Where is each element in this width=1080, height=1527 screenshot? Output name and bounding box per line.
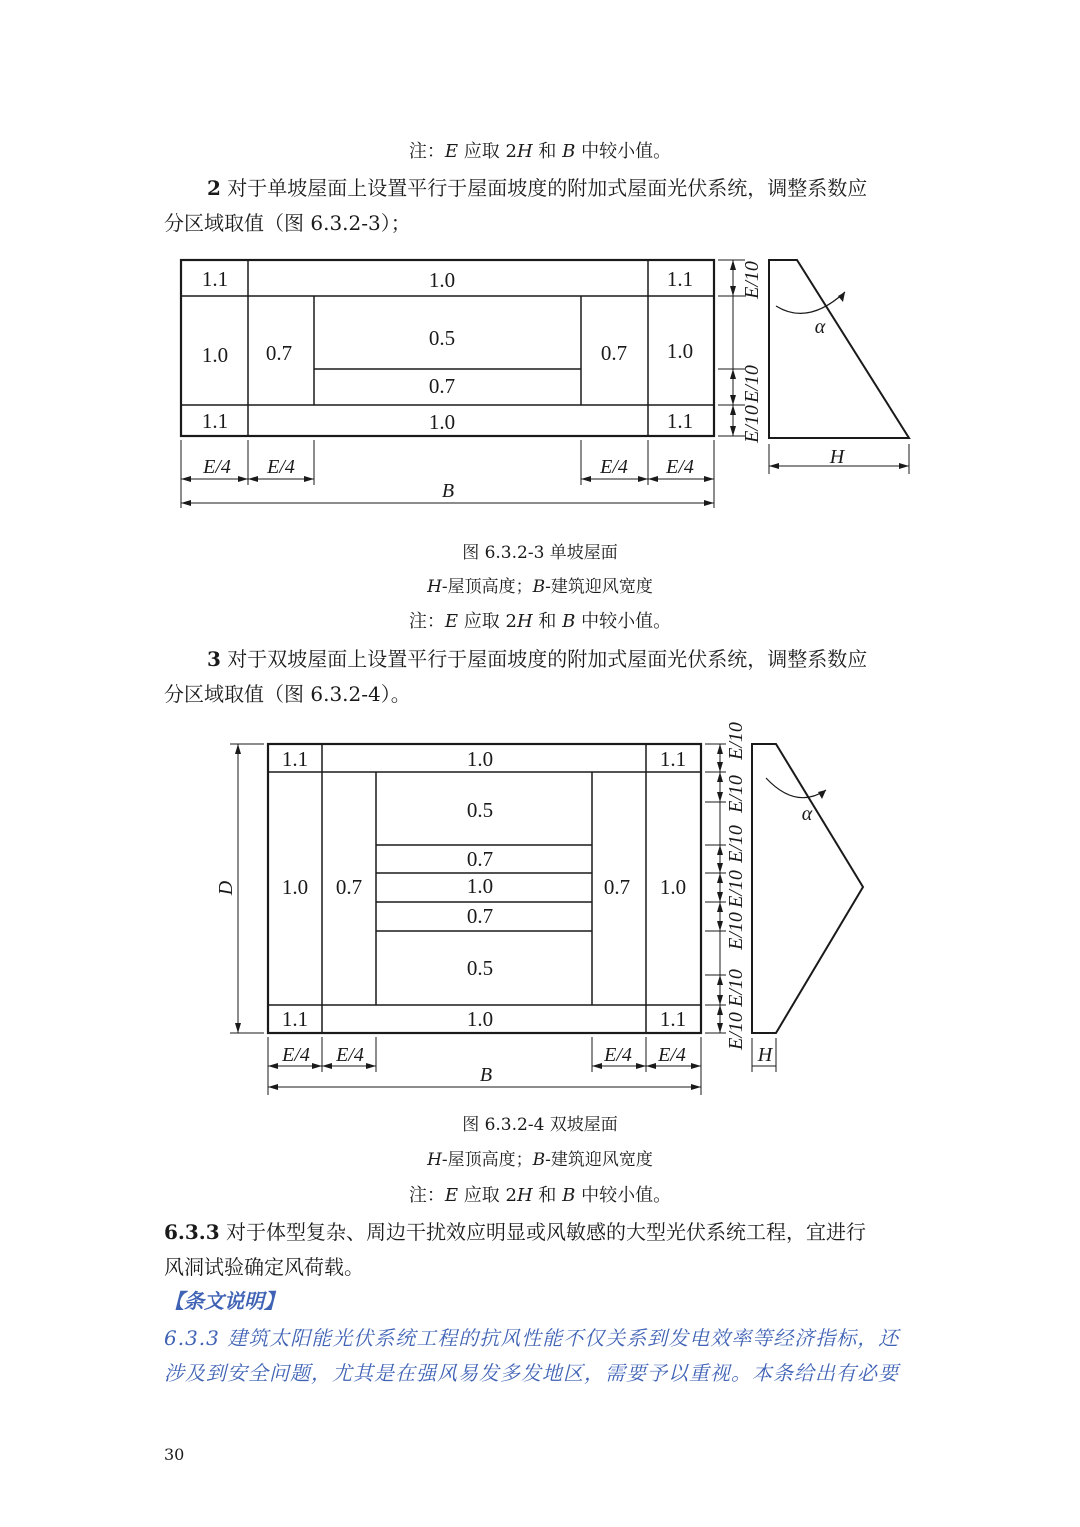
dim4-h: H <box>757 1044 773 1066</box>
dim4-d: D <box>215 880 237 896</box>
dim4-e10-6: E/10 <box>725 969 747 1007</box>
dim4-e10-7: E/10 <box>725 1012 747 1050</box>
cell4-tl: 1.1 <box>281 747 309 771</box>
dim-e10-3: E/10 <box>741 405 763 443</box>
dim-e4-4: E/4 <box>666 456 694 478</box>
cell4-left2: 0.7 <box>335 875 363 899</box>
cell-top: 1.0 <box>428 268 456 292</box>
cell-right2: 0.7 <box>600 341 628 365</box>
cell-br: 1.1 <box>666 409 694 433</box>
cell4-tr: 1.1 <box>659 747 687 771</box>
cell-tr: 1.1 <box>666 267 694 291</box>
dim4-e4-1: E/4 <box>282 1044 310 1066</box>
fig3-legend: H-屋顶高度；B-建筑迎风宽度 <box>427 577 653 597</box>
cell-mid-top: 0.5 <box>428 326 456 350</box>
fig3-note: 注：E 应取 2H 和 B 中较小值。 <box>408 611 672 632</box>
cell4-br: 1.1 <box>659 1007 687 1031</box>
cell4-m2: 0.7 <box>466 847 494 871</box>
dim4-e4-3: E/4 <box>604 1044 632 1066</box>
clause-6-3-3-line-1: 6.3.3 对于体型复杂、周边干扰效应明显或风敏感的大型光伏系统工程，宜进行 <box>164 1220 867 1244</box>
fig4-note: 注：E 应取 2H 和 B 中较小值。 <box>408 1185 672 1206</box>
cell-tl: 1.1 <box>201 267 229 291</box>
dim-e10-1: E/10 <box>741 261 763 299</box>
dim-b: B <box>441 480 455 502</box>
cell4-bl: 1.1 <box>281 1007 309 1031</box>
cell4-top: 1.0 <box>466 747 494 771</box>
page-number: 30 <box>164 1445 185 1464</box>
alpha4-label: α <box>801 803 813 825</box>
cell-left2: 0.7 <box>265 341 293 365</box>
explanation-line-2: 涉及到安全问题，尤其是在强风易发多发地区，需要予以重视。本条给出有必要 <box>164 1361 899 1385</box>
fig4-legend: H-屋顶高度；B-建筑迎风宽度 <box>427 1150 653 1170</box>
cell4-left: 1.0 <box>281 875 309 899</box>
dim-e4-2: E/4 <box>267 456 295 478</box>
cell4-bottom: 1.0 <box>466 1007 494 1031</box>
dim4-e4-4: E/4 <box>658 1044 686 1066</box>
cell4-m1: 0.5 <box>466 798 494 822</box>
item-3-line-1: 3 对于双坡屋面上设置平行于屋面坡度的附加式屋面光伏系统，调整系数应 <box>207 647 868 671</box>
dim4-e10-5: E/10 <box>725 912 747 950</box>
fig3-caption: 图 6.3.2-3 单坡屋面 <box>462 543 618 563</box>
dim4-e10-3: E/10 <box>725 825 747 863</box>
cell-left: 1.0 <box>201 343 229 367</box>
alpha-label: α <box>814 316 826 338</box>
dim-e10-2: E/10 <box>741 365 763 403</box>
cell4-m5: 0.5 <box>466 956 494 980</box>
explanation-heading: 【条文说明】 <box>164 1289 284 1313</box>
dim4-e4-2: E/4 <box>336 1044 364 1066</box>
dim4-e10-2: E/10 <box>725 775 747 813</box>
top-note: 注：E 应取 2H 和 B 中较小值。 <box>408 141 672 162</box>
item-2-line-2: 分区域取值（图 6.3.2-3）； <box>164 211 411 235</box>
item-3-line-2: 分区域取值（图 6.3.2-4）。 <box>164 682 411 706</box>
cell4-m3: 1.0 <box>466 874 494 898</box>
cell4-right2: 0.7 <box>603 875 631 899</box>
clause-6-3-3-line-2: 风洞试验确定风荷载。 <box>164 1255 364 1279</box>
cell4-right: 1.0 <box>659 875 687 899</box>
cell-mid-bot: 0.7 <box>428 374 456 398</box>
dim4-b: B <box>479 1064 493 1086</box>
dim4-e10-4: E/10 <box>725 870 747 908</box>
cell-bottom: 1.0 <box>428 410 456 434</box>
cell4-m4: 0.7 <box>466 904 494 928</box>
explanation-line-1: 6.3.3 建筑太阳能光伏系统工程的抗风性能不仅关系到发电效率等经济指标，还 <box>164 1326 900 1350</box>
dim-h: H <box>829 446 845 468</box>
cell-bl: 1.1 <box>201 409 229 433</box>
dim4-e10-1: E/10 <box>725 722 747 760</box>
fig4-caption: 图 6.3.2-4 双坡屋面 <box>462 1115 618 1135</box>
cell-right: 1.0 <box>666 339 694 363</box>
dim-e4-3: E/4 <box>600 456 628 478</box>
dim-e4-1: E/4 <box>203 456 231 478</box>
item-2-line-1: 2 对于单坡屋面上设置平行于屋面坡度的附加式屋面光伏系统，调整系数应 <box>207 176 868 200</box>
